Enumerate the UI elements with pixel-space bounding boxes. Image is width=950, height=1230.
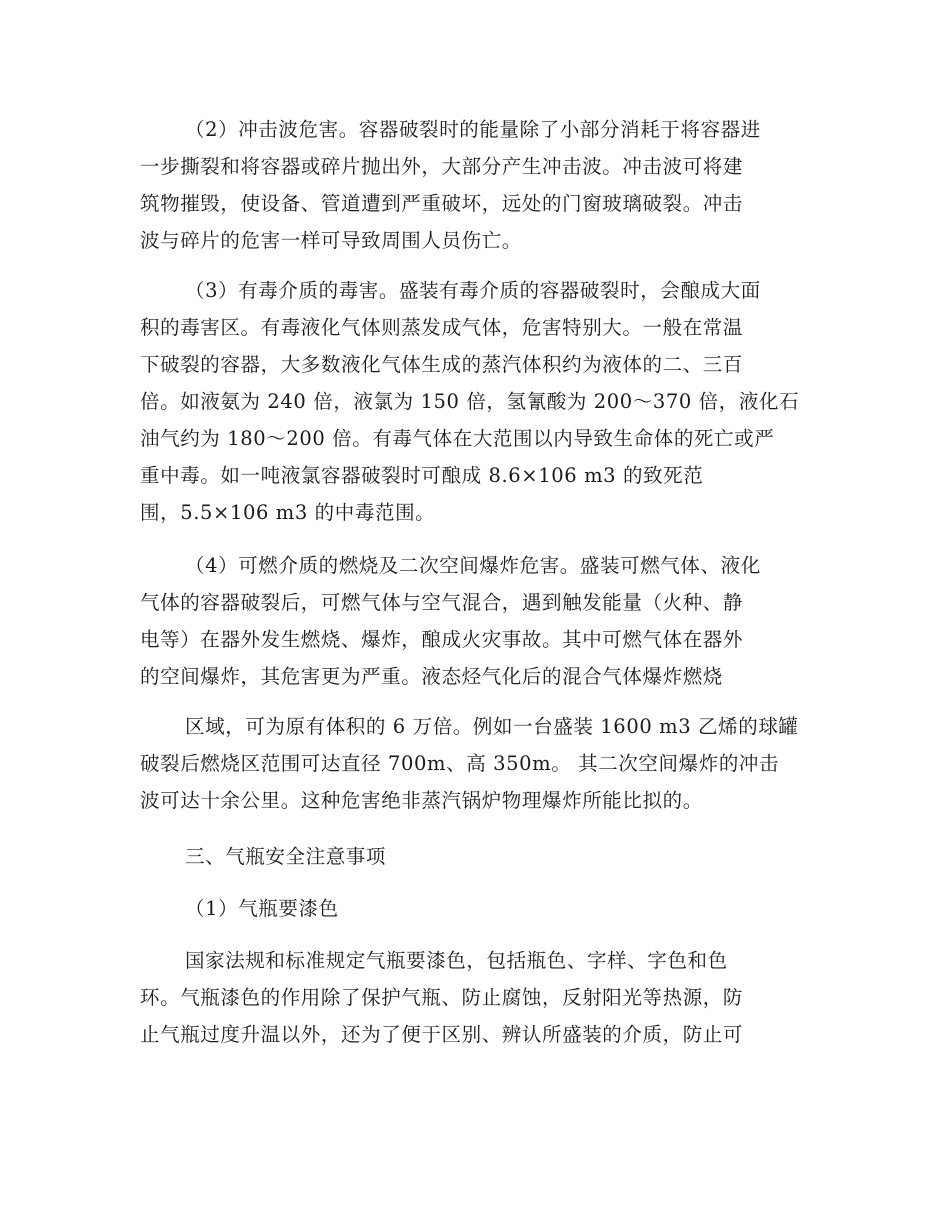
text-line: 止气瓶过度升温以外，还为了便于区别、辨认所盛装的介质，防止可 — [140, 1023, 744, 1046]
text-line: 积的毒害区。有毒液化气体则蒸发成气体，危害特别大。一般在常温 — [140, 316, 744, 339]
heading-text: 三、气瓶安全注意事项 — [185, 845, 387, 868]
text-line: 筑物摧毁，使设备、管道遭到严重破坏，远处的门窗玻璃破裂。冲击 — [140, 192, 744, 215]
subheading-text: （1）气瓶要漆色 — [185, 897, 339, 920]
text-line: 倍。如液氨为 240 倍，液氯为 150 倍，氢氰酸为 200～370 倍，液化石 — [140, 390, 800, 413]
text-line: 的空间爆炸，其危害更为严重。液态烃气化后的混合气体爆炸燃烧 — [140, 665, 723, 688]
text-line: 波可达十余公里。这种危害绝非蒸汽锅炉物理爆炸所能比拟的。 — [140, 789, 703, 812]
text-line: （2）冲击波危害。容器破裂时的能量除了小部分消耗于将容器进 — [185, 118, 761, 141]
text-line: 围，5.5×106 m3 的中毒范围。 — [140, 501, 436, 524]
text-line: 波与碎片的危害一样可导致周围人员伤亡。 — [140, 229, 522, 252]
paragraph-toxic-hazard — [140, 272, 820, 531]
text-line: 下破裂的容器，大多数液化气体生成的蒸汽体积约为液体的二、三百 — [140, 353, 744, 376]
text-line: （3）有毒介质的毒害。盛装有毒介质的容器破裂时，会酿成大面 — [185, 279, 761, 302]
text-line: 国家法规和标准规定气瓶要漆色，包括瓶色、字样、字色和色 — [185, 949, 728, 972]
text-line: 环。气瓶漆色的作用除了保护气瓶、防止腐蚀，反射阳光等热源，防 — [140, 986, 744, 1009]
paragraph-cylinder-paint — [140, 942, 820, 1053]
subsection-heading — [140, 890, 820, 927]
text-line: 电等）在器外发生燃烧、爆炸，酿成火灾事故。其中可燃气体在器外 — [140, 628, 744, 651]
text-line: 油气约为 180～200 倍。有毒气体在大范围以内导致生命体的死亡或严 — [140, 427, 775, 450]
text-line: （4）可燃介质的燃烧及二次空间爆炸危害。盛装可燃气体、液化 — [185, 554, 761, 577]
section-heading — [140, 838, 820, 875]
text-line: 破裂后燃烧区范围可达直径 700m、高 350m。 其二次空间爆炸的冲击 — [140, 752, 780, 775]
paragraph-shock-wave-hazard — [140, 111, 820, 259]
text-line: 一步撕裂和将容器或碎片抛出外，大部分产生冲击波。冲击波可将建 — [140, 155, 744, 178]
text-line: 区域，可为原有体积的 6 万倍。例如一台盛装 1600 m3 乙烯的球罐 — [185, 715, 799, 738]
paragraph-combustion-hazard — [140, 547, 820, 695]
text-line: 气体的容器破裂后，可燃气体与空气混合，遇到触发能量（火种、静 — [140, 591, 744, 614]
paragraph-combustion-continued — [140, 708, 820, 819]
text-line: 重中毒。如一吨液氯容器破裂时可酿成 8.6×106 m3 的致死范 — [140, 464, 704, 487]
